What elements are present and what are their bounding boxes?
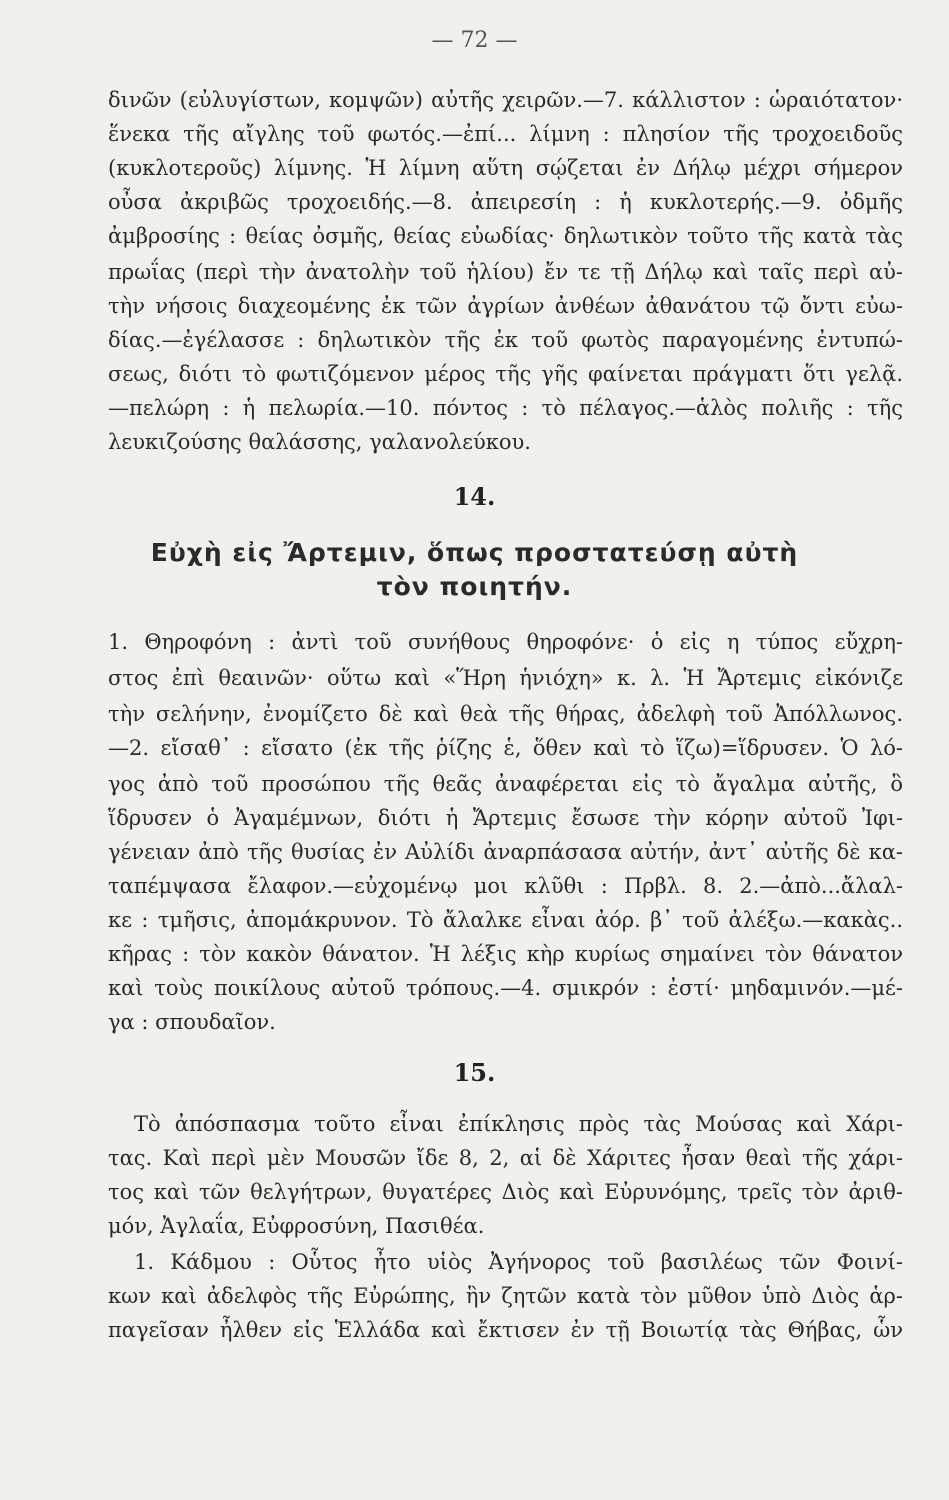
text-line: γένειαν ἀπὸ τῆς θυσίας ἐν Αὐλίδι ἀναρπάσασα αὐτήν, ἀντ᾽ αὐτῆς δὲ κα- [108,840,903,864]
text-line: λευκιζούσης θαλάσσης, γαλανολεύκου. [108,430,531,454]
section-title: Εὐχὴ εἰς Ἄρτεμιν, ὅπως προστατεύσῃ αὐτὴ [150,538,799,567]
text-line: σεως, διότι τὸ φωτιζόμενον μέρος τῆς γῆς φαίνεται πράγματι ὅτι γελᾷ. [108,362,903,386]
text-line: κων καὶ ἀδελφὸς τῆς Εὐρώπης, ἣν ζητῶν κατὰ τὸν μῦθον ὑπὸ Διὸς ἁρ- [108,1284,903,1308]
text-line: κῆρας : τὸν κακὸν θάνατον. Ἡ λέξις κὴρ κυρίως σημαίνει τὸν θάνατον [108,942,903,966]
text-line: μόν, Ἀγλαΐα, Εὐφροσύνη, Πασιθέα. [108,1214,485,1238]
text-line: ἕνεκα τῆς αἴγλης τοῦ φωτός.—ἐπί... λίμνη : πλησίον τῆς τροχοειδοῦς [108,122,903,146]
section-number: 14. [453,482,496,511]
text-line: —πελώρη : ἡ πελωρία.—10. πόντος : τὸ πέλαγος.—ἁλὸς πολιῆς : τῆς [108,396,903,420]
text-line: 1. Κάδμου : Οὗτος ἦτο υἱὸς Ἀγήνορος τοῦ βασιλέως τῶν Φοινί- [134,1250,903,1274]
text-line: τὴν νήσοις διαχεομένης ἐκ τῶν ἀγρίων ἀνθέων ἀθανάτου τῷ ὄντι εὐω- [108,294,903,318]
page-number: — 72 — [431,28,518,53]
text-line: τὴν σελήνην, ἐνομίζετο δὲ καὶ θεὰ τῆς θήρας, ἀδελφὴ τοῦ Ἀπόλλωνος. [108,702,903,726]
text-line: γα : σπουδαῖον. [108,1010,276,1034]
text-line: τας. Καὶ περὶ μὲν Μουσῶν ἴδε 8, 2, αἱ δὲ Χάριτες ἦσαν θεαὶ τῆς χάρι- [108,1146,903,1170]
text-line: τος καὶ τῶν θελγήτρων, θυγατέρες Διὸς καὶ Εὐρυνόμης, τρεῖς τὸν ἀριθ- [108,1180,903,1204]
text-line: πρωΐας (περὶ τὴν ἀνατολὴν τοῦ ἡλίου) ἔν τε τῇ Δήλῳ καὶ ταῖς περὶ αὐ- [108,260,903,284]
text-line: οὖσα ἀκριβῶς τροχοειδής.—8. ἀπειρεσίη : ἡ κυκλοτερής.—9. ὀδμῆς [108,190,903,214]
text-line: καὶ τοὺς ποικίλους αὐτοῦ τρόπους.—4. σμικρόν : ἐστί· μηδαμινόν.—μέ- [108,976,903,1000]
text-line: (κυκλοτεροῦς) λίμνης. Ἡ λίμνη αὕτη σῴζεται ἐν Δήλῳ μέχρι σήμερον [108,156,903,180]
text-line: γος ἀπὸ τοῦ προσώπου τῆς θεᾶς ἀναφέρεται εἰς τὸ ἄγαλμα αὐτῆς, ὃ [108,772,903,796]
text-line: ταπέμψασα ἔλαφον.—εὐχομένῳ μοι κλῦθι : Πρβλ. 8. 2.—ἀπὸ...ἄλαλ- [108,874,903,898]
section-number: 15. [453,1058,496,1087]
section-title-continued: τὸν ποιητήν. [376,572,573,601]
text-line: Τὸ ἀπόσπασμα τοῦτο εἶναι ἐπίκλησις πρὸς τὰς Μούσας καὶ Χάρι- [134,1112,903,1136]
text-line: ἀμβροσίης : θείας ὀσμῆς, θείας εὐωδίας· δηλωτικὸν τοῦτο τῆς κατὰ τὰς [108,224,903,248]
text-line: —2. εἴσαθ᾽ : εἴσατο (ἐκ τῆς ῥίζης ἑ, ὅθεν καὶ τὸ ἵζω)=ἵδρυσεν. Ὁ λό- [108,736,903,760]
text-line: κε : τμῆσις, ἀπομάκρυνον. Τὸ ἄλαλκε εἶναι ἀόρ. β᾽ τοῦ ἀλέξω.—κακὰς.. [108,908,903,932]
text-line: ἵδρυσεν ὁ Ἀγαμέμνων, διότι ἡ Ἄρτεμις ἔσωσε τὴν κόρην αὐτοῦ Ἰφι- [108,806,903,830]
text-line: δινῶν (εὐλυγίστων, κομψῶν) αὐτῆς χειρῶν.—7. κάλλιστον : ὡραιότατον· [108,88,903,112]
text-line: δίας.—ἐγέλασσε : δηλωτικὸν τῆς ἐκ τοῦ φωτὸς παραγομένης ἐντυπώ- [108,328,903,352]
text-line: 1. Θηροφόνη : ἀντὶ τοῦ συνήθους θηροφόνε· ὁ εἰς η τύπος εὔχρη- [108,630,903,654]
text-line: παγεῖσαν ἦλθεν εἰς Ἑλλάδα καὶ ἔκτισεν ἐν τῇ Βοιωτίᾳ τὰς Θήβας, ὧν [108,1318,903,1342]
text-line: στος ἐπὶ θεαινῶν· οὕτω καὶ «Ἥρη ἡνιόχη» κ. λ. Ἡ Ἄρτεμις εἰκόνιζε [108,666,903,690]
